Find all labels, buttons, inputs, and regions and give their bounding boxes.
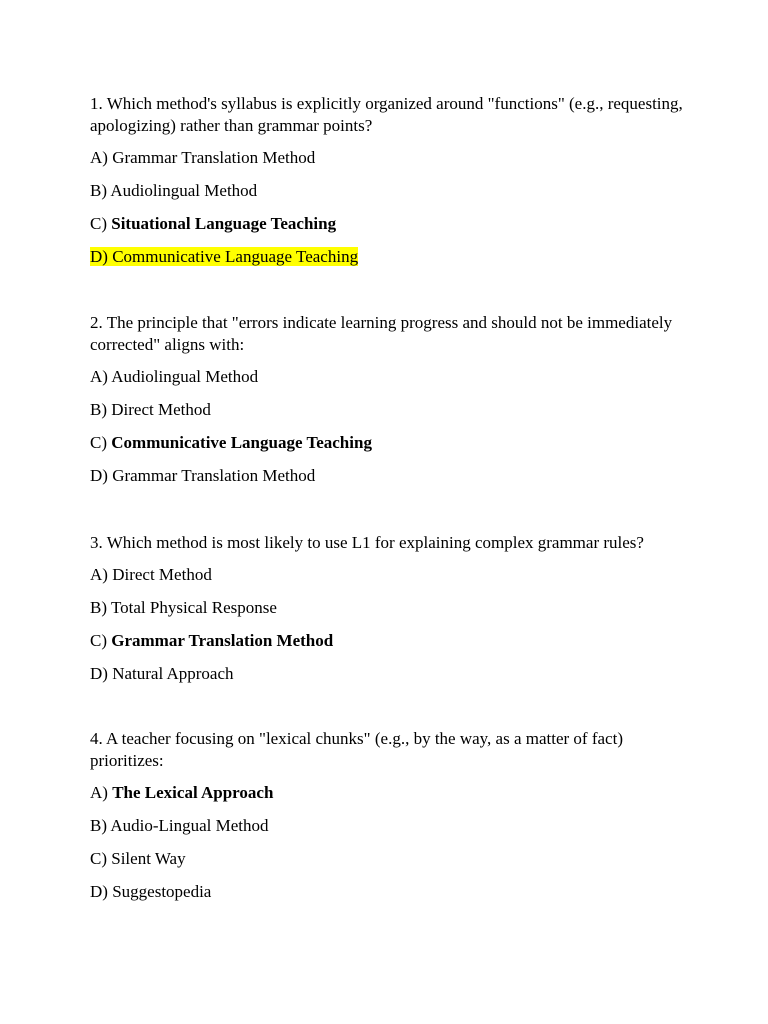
question-stem: 4. A teacher focusing on "lexical chunks" (e.g., by the way, as a matter of fact) prioritizes:	[90, 729, 623, 770]
option-c	[90, 630, 690, 652]
option-letter: B)	[90, 598, 107, 617]
question-2	[90, 312, 690, 498]
option-a	[90, 564, 690, 586]
option-b	[90, 399, 690, 421]
option-b	[90, 180, 690, 202]
question-4	[90, 728, 690, 914]
option-c	[90, 213, 690, 235]
option-b	[90, 597, 690, 619]
option-letter: B)	[90, 816, 107, 835]
option-d	[90, 663, 690, 685]
option-d	[90, 246, 690, 268]
option-letter: D)	[90, 466, 108, 485]
option-letter: A)	[90, 367, 108, 386]
option-text: Audiolingual Method	[110, 181, 258, 200]
option-text: Total Physical Response	[110, 598, 277, 617]
option-a	[90, 366, 690, 388]
option-text: Grammar Translation Method	[112, 148, 316, 167]
option-text-bold: The Lexical Approach	[112, 783, 274, 802]
option-c	[90, 432, 690, 454]
option-letter: B)	[90, 400, 107, 419]
question-stem: 2. The principle that "errors indicate learning progress and should not be immediately corrected" aligns with:	[90, 313, 673, 354]
option-a	[90, 782, 690, 804]
option-b	[90, 815, 690, 837]
option-text-bold: Situational Language Teaching	[111, 214, 337, 233]
option-text: Direct Method	[111, 400, 211, 419]
option-text: Grammar Translation Method	[112, 466, 316, 485]
option-letter: D)	[90, 882, 108, 901]
option-letter: C)	[90, 214, 107, 233]
option-text: Communicative Language Teaching	[112, 247, 359, 266]
option-text: Audiolingual Method	[111, 367, 259, 386]
option-d	[90, 465, 690, 487]
highlighted-answer	[90, 247, 358, 266]
option-d	[90, 881, 690, 903]
option-letter: C)	[90, 631, 107, 650]
option-text: Natural Approach	[112, 664, 234, 683]
option-text: Suggestopedia	[112, 882, 212, 901]
option-letter: C)	[90, 433, 107, 452]
option-letter: D)	[90, 664, 108, 683]
option-text: Direct Method	[112, 565, 212, 584]
option-letter: A)	[90, 565, 108, 584]
option-letter: C)	[90, 849, 107, 868]
option-text: Silent Way	[111, 849, 186, 868]
option-text-bold: Grammar Translation Method	[111, 631, 334, 650]
question-stem: 3. Which method is most likely to use L1 for explaining complex grammar rules?	[90, 533, 644, 552]
option-text-bold: Communicative Language Teaching	[111, 433, 372, 452]
option-a	[90, 147, 690, 169]
question-3	[90, 532, 690, 696]
option-text: Audio-Lingual Method	[110, 816, 269, 835]
option-c	[90, 848, 690, 870]
question-stem: 1. Which method's syllabus is explicitly organized around "functions" (e.g., requesting, apologizing) rather than grammar points?	[90, 94, 683, 135]
option-letter: D)	[90, 247, 108, 266]
option-letter: B)	[90, 181, 107, 200]
option-letter: A)	[90, 783, 108, 802]
option-letter: A)	[90, 148, 108, 167]
question-1	[90, 93, 690, 279]
